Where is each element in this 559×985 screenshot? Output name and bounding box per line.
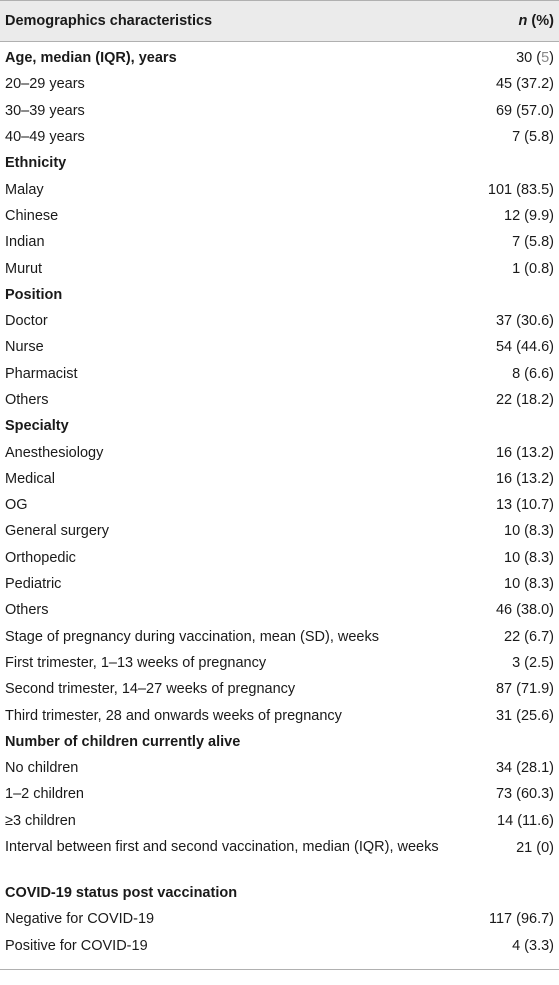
row-label: No children [5,760,79,777]
table-row [0,702,559,728]
row-value: 10 (8.3) [504,549,554,566]
row-value: 31 (25.6) [495,707,554,724]
table-row [0,203,559,229]
row-value: 21 (0) [516,839,554,856]
row-value: 13 (10.7) [495,497,554,514]
row-label: Negative for COVID-19 [5,911,155,928]
row-value-main: 30 ( [516,50,542,67]
table-row [0,834,559,880]
row-value: 101 (83.5) [487,181,554,198]
table-row [0,624,559,650]
row-value: 8 (6.6) [512,365,554,382]
table-row [0,334,559,360]
table-row [0,308,559,334]
row-value: 34 (28.1) [495,760,554,777]
table-row [0,466,559,492]
header-percent: (%) [527,13,554,29]
row-value: 4 (3.3) [512,937,554,954]
row-label: 20–29 years [5,76,85,93]
row-label: Stage of pregnancy during vaccination, mean (SD), weeks [5,628,379,645]
row-value: 16 (13.2) [495,470,554,487]
row-value: 22 (18.2) [495,392,554,408]
table-row [0,676,559,702]
row-label: ≥3 children [5,812,76,829]
header-characteristics: Demographics characteristics [5,13,213,29]
row-label: Doctor [5,313,48,330]
table-row [0,597,559,623]
row-value: 12 (9.9) [504,207,554,224]
row-value: 69 (57.0) [495,102,554,119]
row-label: Others [5,602,49,619]
table-row [0,229,559,255]
row-label: Positive for COVID-19 [5,937,148,954]
section-header-row [0,880,559,906]
row-label: Interval between first and second vaccination, median (IQR), weeks [5,838,439,855]
bottom-rule [0,969,559,970]
table-row [0,124,559,150]
row-label: 1–2 children [5,786,84,803]
table-row [0,176,559,202]
row-label: Ethnicity [5,155,67,172]
row-value: 87 (71.9) [495,681,554,698]
row-label: General surgery [5,523,109,540]
row-value: 117 (96.7) [488,911,554,928]
table-row [0,755,559,781]
row-label: OG [5,497,28,514]
table-row [0,781,559,807]
section-header-row [0,729,559,755]
table-row [0,906,559,932]
row-value: 45 (37.2) [495,76,554,93]
row-label: Specialty [5,418,69,435]
row-label: Pediatric [5,576,62,593]
row-label: Pharmacist [5,365,78,382]
header-n-percent [519,13,554,29]
row-value: 10 (8.3) [504,576,554,593]
row-value: 16 (13.2) [495,444,554,461]
table-row [0,933,559,959]
section-header-row [0,150,559,176]
row-value-iqr: 5 [541,50,550,67]
table-row [0,439,559,465]
row-label: Age, median (IQR), years [5,50,177,67]
row-label: 30–39 years [5,102,85,119]
row-value: 54 (44.6) [495,339,554,356]
row-value: 10 (8.3) [504,523,554,540]
row-label: First trimester, 1–13 weeks of pregnancy [5,654,267,671]
row-value: 37 (30.6) [495,313,554,330]
row-value: 14 (11.6) [497,812,554,829]
row-label: Medical [5,470,55,487]
table-header [0,0,559,42]
row-value: 22 (6.7) [504,628,554,645]
row-value: 46 (38.0) [495,602,554,619]
table-row [0,650,559,676]
table-row [0,98,559,124]
row-label: Orthopedic [5,549,76,566]
row-value: 1 (0.8) [512,260,554,277]
row-value [516,48,554,68]
table-row [0,808,559,834]
table-row [0,71,559,97]
row-label: Others [5,392,49,408]
row-label: Malay [5,181,44,198]
row-label: Number of children currently alive [5,733,241,750]
row-label: Murut [5,260,43,277]
table-row [0,571,559,597]
header-n: n [518,13,528,29]
row-label: Second trimester, 14–27 weeks of pregnancy [5,681,296,698]
table-row [0,387,559,413]
row-value: 7 (5.8) [512,129,554,146]
row-label: Position [5,286,63,303]
section-header-row [0,282,559,308]
section-header-row [0,413,559,439]
row-label: Nurse [5,339,44,356]
table-row [0,255,559,281]
row-value: 73 (60.3) [495,786,554,803]
table-body [0,45,559,959]
row-label: Anesthesiology [5,444,104,461]
table-row [0,518,559,544]
row-label: Third trimester, 28 and onwards weeks of pregnancy [5,707,342,724]
table-row [0,361,559,387]
row-label: Indian [5,234,45,251]
row-label: COVID-19 status post vaccination [5,885,238,902]
row-label: 40–49 years [5,129,85,146]
row-value-end: ) [549,50,554,67]
row-label: Chinese [5,207,59,224]
table-row [0,492,559,518]
table-row [0,545,559,571]
row-value: 7 (5.8) [512,234,554,251]
section-header-row [0,45,559,71]
row-value: 3 (2.5) [512,654,554,671]
